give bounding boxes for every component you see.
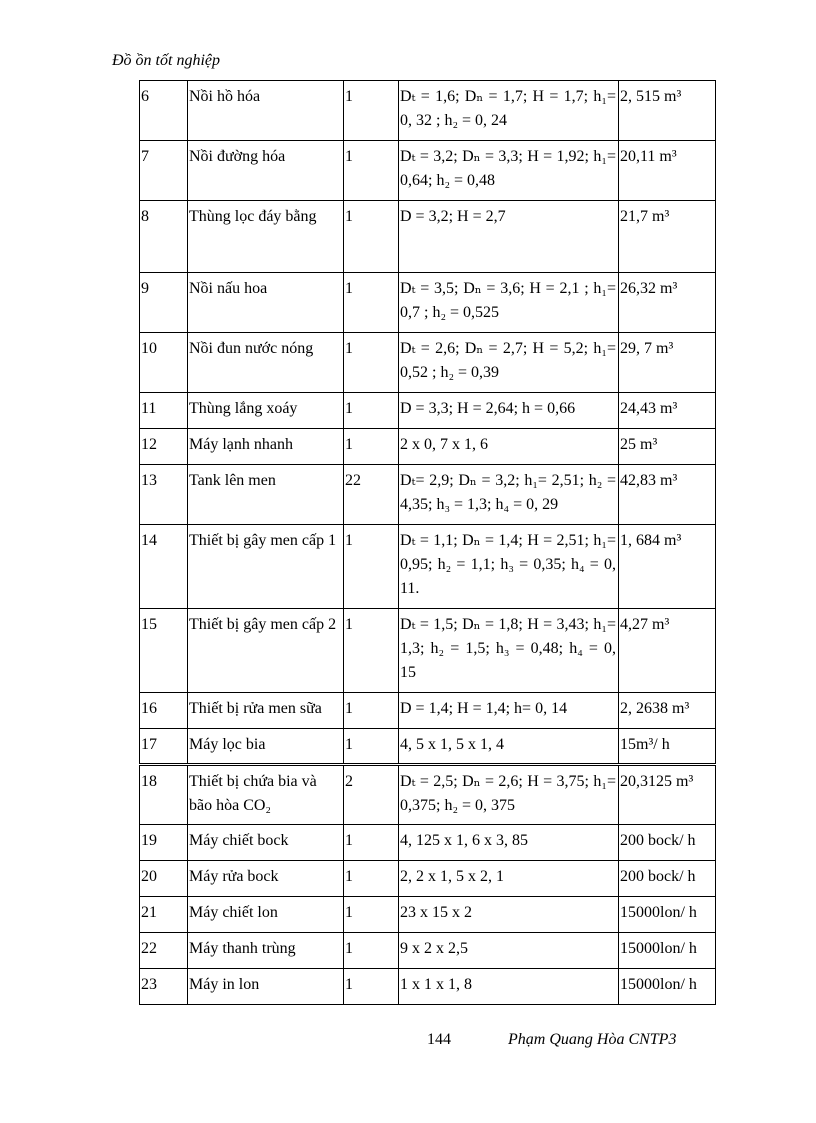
table-row xyxy=(140,693,716,729)
specification-cell: 2, 2 x 1, 5 x 2, 1 xyxy=(399,861,619,897)
specification-cell: 4, 5 x 1, 5 x 1, 4 xyxy=(399,729,619,765)
row-number-cell: 11 xyxy=(140,393,188,429)
row-number-cell: 20 xyxy=(140,861,188,897)
quantity-cell: 1 xyxy=(344,693,399,729)
equipment-name-cell: Máy lọc bia xyxy=(188,729,344,765)
equipment-name-cell: Thiết bị gây men cấp 1 xyxy=(188,525,344,609)
equipment-name-cell: Máy thanh trùng xyxy=(188,933,344,969)
specification-cell: 1 x 1 x 1, 8 xyxy=(399,969,619,1005)
specification-cell: 4, 125 x 1, 6 x 3, 85 xyxy=(399,825,619,861)
equipment-table-body xyxy=(140,81,716,1005)
specification-cell: Dₜ = 1,6; Dₙ = 1,7; H = 1,7; h₁= 0, 32 ; h₂ = 0, 24 xyxy=(399,81,619,141)
quantity-cell: 1 xyxy=(344,861,399,897)
specification-cell: Dₜ = 2,6; Dₙ = 2,7; H = 5,2; h₁= 0,52 ; h₂ = 0,39 xyxy=(399,333,619,393)
quantity-cell: 1 xyxy=(344,81,399,141)
quantity-cell: 1 xyxy=(344,969,399,1005)
specification-cell: 23 x 15 x 2 xyxy=(399,897,619,933)
specification-cell: 9 x 2 x 2,5 xyxy=(399,933,619,969)
volume-cell: 25 m³ xyxy=(619,429,716,465)
row-number-cell: 17 xyxy=(140,729,188,765)
equipment-name-cell: Thiết bị chứa bia và bão hòa CO₂ xyxy=(188,765,344,825)
equipment-name-cell: Thiết bị rửa men sữa xyxy=(188,693,344,729)
row-number-cell: 7 xyxy=(140,141,188,201)
table-row xyxy=(140,525,716,609)
page-number: 144 xyxy=(427,1031,451,1048)
table-row xyxy=(140,609,716,693)
row-number-cell: 21 xyxy=(140,897,188,933)
volume-cell: 15m³/ h xyxy=(619,729,716,765)
equipment-name-cell: Nồi nấu hoa xyxy=(188,273,344,333)
quantity-cell: 22 xyxy=(344,465,399,525)
quantity-cell: 1 xyxy=(344,201,399,273)
equipment-name-cell: Máy chiết bock xyxy=(188,825,344,861)
volume-cell: 20,3125 m³ xyxy=(619,765,716,825)
volume-cell: 15000lon/ h xyxy=(619,897,716,933)
table-row xyxy=(140,897,716,933)
equipment-name-cell: Nồi đường hóa xyxy=(188,141,344,201)
table-row xyxy=(140,393,716,429)
row-number-cell: 6 xyxy=(140,81,188,141)
quantity-cell: 1 xyxy=(344,393,399,429)
volume-cell: 15000lon/ h xyxy=(619,933,716,969)
specification-cell: Dₜ = 3,2; Dₙ = 3,3; H = 1,92; h₁= 0,64; h₂ = 0,48 xyxy=(399,141,619,201)
table-row xyxy=(140,861,716,897)
quantity-cell: 1 xyxy=(344,729,399,765)
row-number-cell: 15 xyxy=(140,609,188,693)
row-number-cell: 22 xyxy=(140,933,188,969)
equipment-name-cell: Máy rửa bock xyxy=(188,861,344,897)
equipment-name-cell: Máy chiết lon xyxy=(188,897,344,933)
document-header: Đồ ồn tốt nghiệp xyxy=(112,52,220,69)
quantity-cell: 1 xyxy=(344,273,399,333)
table-row xyxy=(140,465,716,525)
table-row xyxy=(140,825,716,861)
equipment-name-cell: Nồi hồ hóa xyxy=(188,81,344,141)
row-number-cell: 12 xyxy=(140,429,188,465)
row-number-cell: 18 xyxy=(140,765,188,825)
specification-cell: D = 3,2; H = 2,7 xyxy=(399,201,619,273)
quantity-cell: 1 xyxy=(344,525,399,609)
equipment-name-cell: Thùng lắng xoáy xyxy=(188,393,344,429)
volume-cell: 15000lon/ h xyxy=(619,969,716,1005)
row-number-cell: 10 xyxy=(140,333,188,393)
quantity-cell: 1 xyxy=(344,333,399,393)
specification-cell: 2 x 0, 7 x 1, 6 xyxy=(399,429,619,465)
specification-cell: D = 3,3; H = 2,64; h = 0,66 xyxy=(399,393,619,429)
volume-cell: 26,32 m³ xyxy=(619,273,716,333)
volume-cell: 29, 7 m³ xyxy=(619,333,716,393)
volume-cell: 24,43 m³ xyxy=(619,393,716,429)
quantity-cell: 2 xyxy=(344,765,399,825)
quantity-cell: 1 xyxy=(344,429,399,465)
volume-cell: 200 bock/ h xyxy=(619,861,716,897)
quantity-cell: 1 xyxy=(344,609,399,693)
equipment-name-cell: Tank lên men xyxy=(188,465,344,525)
specification-cell: Dₜ = 1,5; Dₙ = 1,8; H = 3,43; h₁= 1,3; h₂ = 1,5; h₃ = 0,48; h₄ = 0, 15 xyxy=(399,609,619,693)
quantity-cell: 1 xyxy=(344,825,399,861)
table-row xyxy=(140,429,716,465)
volume-cell: 2, 515 m³ xyxy=(619,81,716,141)
table-row xyxy=(140,729,716,765)
specification-cell: Dₜ = 3,5; Dₙ = 3,6; H = 2,1 ; h₁= 0,7 ; h₂ = 0,525 xyxy=(399,273,619,333)
table-row xyxy=(140,273,716,333)
table-row xyxy=(140,969,716,1005)
volume-cell: 2, 2638 m³ xyxy=(619,693,716,729)
specification-cell: Dₜ = 1,1; Dₙ = 1,4; H = 2,51; h₁= 0,95; h₂ = 1,1; h₃ = 0,35; h₄ = 0, 11. xyxy=(399,525,619,609)
volume-cell: 20,11 m³ xyxy=(619,141,716,201)
specification-cell: Dₜ = 2,5; Dₙ = 2,6; H = 3,75; h₁= 0,375; h₂ = 0, 375 xyxy=(399,765,619,825)
quantity-cell: 1 xyxy=(344,141,399,201)
row-number-cell: 14 xyxy=(140,525,188,609)
table-row xyxy=(140,333,716,393)
row-number-cell: 19 xyxy=(140,825,188,861)
equipment-name-cell: Thiết bị gây men cấp 2 xyxy=(188,609,344,693)
specification-cell: Dₜ= 2,9; Dₙ = 3,2; h₁= 2,51; h₂ = 4,35; h₃ = 1,3; h₄ = 0, 29 xyxy=(399,465,619,525)
volume-cell: 1, 684 m³ xyxy=(619,525,716,609)
volume-cell: 4,27 m³ xyxy=(619,609,716,693)
specification-cell: D = 1,4; H = 1,4; h= 0, 14 xyxy=(399,693,619,729)
table-row xyxy=(140,765,716,825)
row-number-cell: 8 xyxy=(140,201,188,273)
equipment-name-cell: Nồi đun nước nóng xyxy=(188,333,344,393)
table-row xyxy=(140,141,716,201)
row-number-cell: 16 xyxy=(140,693,188,729)
table-row xyxy=(140,933,716,969)
footer-author: Phạm Quang Hòa CNTP3 xyxy=(508,1031,677,1048)
table-row xyxy=(140,81,716,141)
quantity-cell: 1 xyxy=(344,897,399,933)
volume-cell: 21,7 m³ xyxy=(619,201,716,273)
volume-cell: 42,83 m³ xyxy=(619,465,716,525)
row-number-cell: 9 xyxy=(140,273,188,333)
equipment-name-cell: Máy lạnh nhanh xyxy=(188,429,344,465)
row-number-cell: 23 xyxy=(140,969,188,1005)
quantity-cell: 1 xyxy=(344,933,399,969)
equipment-name-cell: Máy in lon xyxy=(188,969,344,1005)
row-number-cell: 13 xyxy=(140,465,188,525)
equipment-name-cell: Thùng lọc đáy bằng xyxy=(188,201,344,273)
table-row xyxy=(140,201,716,273)
equipment-table xyxy=(139,80,716,1005)
volume-cell: 200 bock/ h xyxy=(619,825,716,861)
